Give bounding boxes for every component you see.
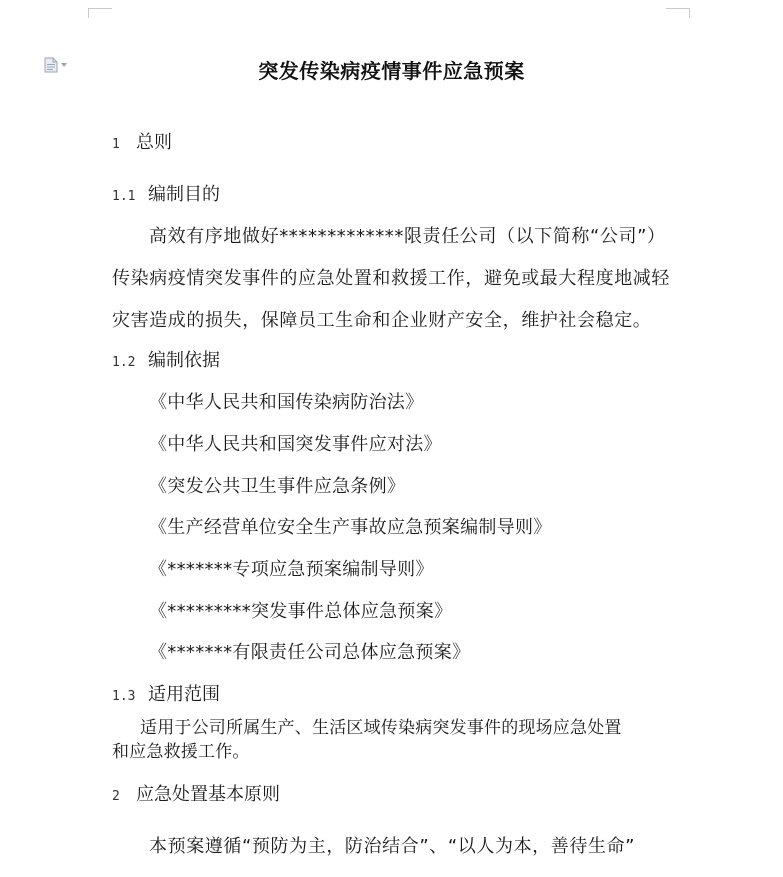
paragraph-line: 传染病疫情突发事件的应急处置和救援工作，避免或最大程度地减轻 bbox=[112, 268, 670, 289]
paragraph-line: 灾害造成的损失，保障员工生命和企业财产安全，维护社会稳定。 bbox=[112, 310, 652, 331]
paragraph-line: 本预案遵循“预防为主，防治结合”、“以人为本，善待生命” bbox=[149, 836, 636, 857]
crop-mark bbox=[88, 8, 89, 18]
heading-text: 适用范围 bbox=[148, 684, 220, 705]
heading-number: 1.2 bbox=[112, 355, 136, 370]
crop-mark bbox=[689, 8, 690, 18]
basis-item: 《中华人民共和国传染病防治法》 bbox=[149, 392, 424, 413]
heading-1-2 bbox=[112, 346, 220, 372]
heading-number: 1.3 bbox=[112, 689, 136, 704]
heading-text: 应急处置基本原则 bbox=[136, 784, 280, 805]
heading-2 bbox=[112, 780, 280, 806]
heading-1-1 bbox=[112, 180, 220, 206]
crop-mark bbox=[666, 8, 690, 9]
heading-text: 编制目的 bbox=[148, 184, 220, 205]
heading-1 bbox=[112, 128, 172, 154]
basis-item: 《中华人民共和国突发事件应对法》 bbox=[149, 434, 442, 455]
paragraph-line: 和应急救援工作。 bbox=[112, 742, 250, 762]
basis-item: 《突发公共卫生事件应急条例》 bbox=[149, 476, 406, 497]
heading-number: 2 bbox=[112, 789, 120, 804]
heading-number: 1.1 bbox=[112, 189, 136, 204]
basis-item: 《*********突发事件总体应急预案》 bbox=[149, 601, 453, 622]
paragraph-line: 高效有序地做好*************限责任公司（以下简称“公司”） bbox=[149, 226, 666, 247]
paragraph-line: 适用于公司所属生产、生活区域传染病突发事件的现场应急处置 bbox=[140, 718, 622, 738]
basis-item: 《生产经营单位安全生产事故应急预案编制导则》 bbox=[149, 517, 552, 538]
heading-text: 总则 bbox=[136, 132, 172, 153]
heading-text: 编制依据 bbox=[148, 350, 220, 371]
heading-1-3 bbox=[112, 680, 220, 706]
basis-item: 《*******有限责任公司总体应急预案》 bbox=[149, 642, 471, 663]
basis-item: 《*******专项应急预案编制导则》 bbox=[149, 559, 434, 580]
page-title: 突发传染病疫情事件应急预案 bbox=[258, 59, 525, 83]
heading-number: 1 bbox=[112, 137, 120, 152]
crop-mark bbox=[88, 8, 112, 9]
